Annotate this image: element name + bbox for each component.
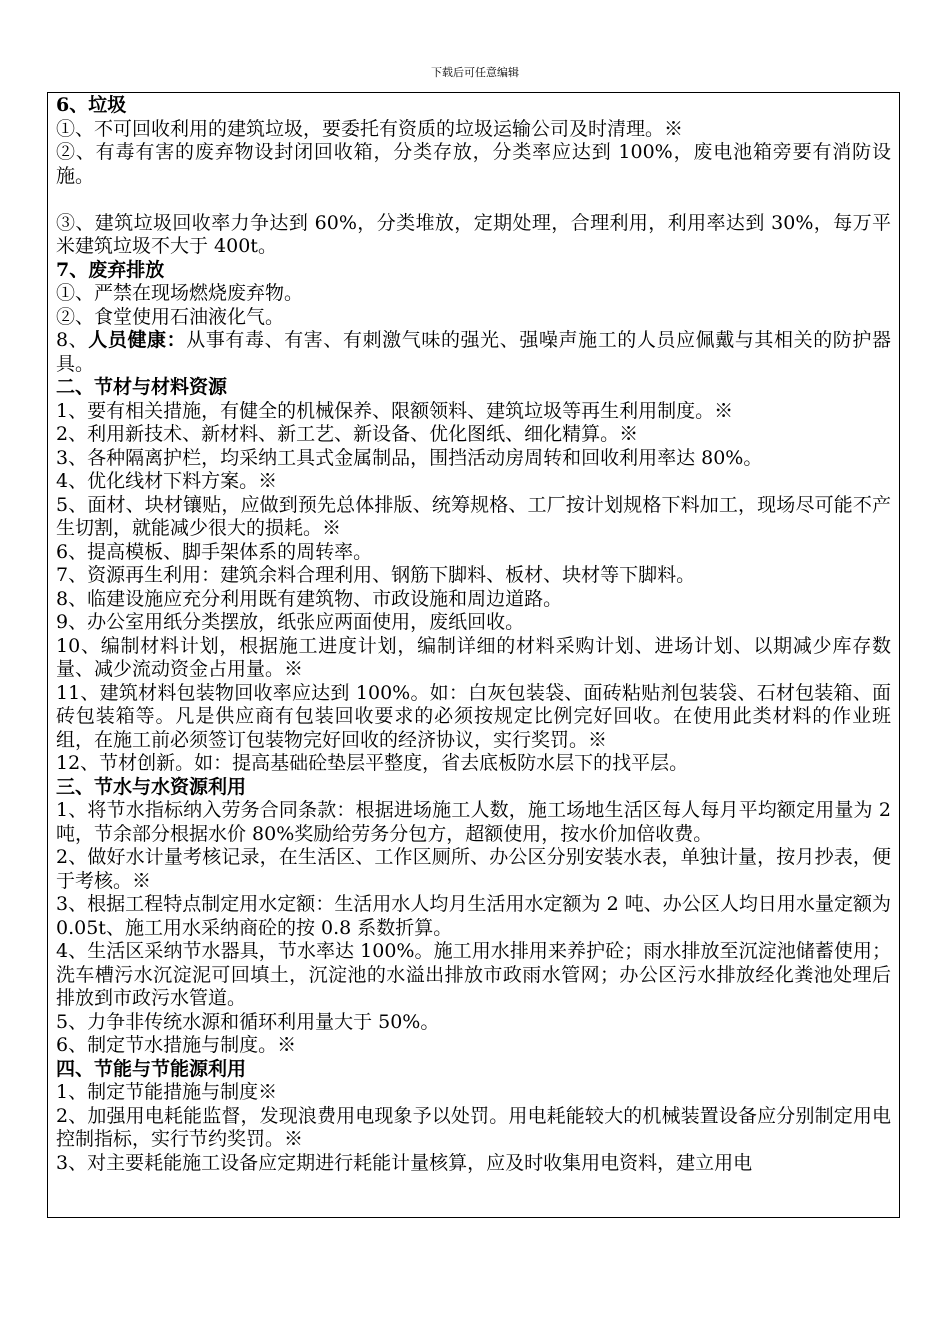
paragraph: 9、办公室用纸分类摆放，纸张应两面使用，废纸回收。 — [56, 611, 525, 633]
paragraph: 8、临建设施应充分利用既有建筑物、市政设施和周边道路。 — [56, 587, 563, 610]
paragraph: ①、不可回收利用的建筑垃圾，要委托有资质的垃圾运输公司及时清理。※ — [56, 117, 684, 140]
paragraph: 6、制定节水措施与制度。※ — [56, 1034, 297, 1056]
paragraph: ②、食堂使用石油液化气。 — [56, 305, 285, 328]
paragraph: ①、严禁在现场燃烧废弃物。 — [56, 282, 304, 304]
blank-line — [56, 188, 891, 212]
section-heading: 三、节水与水资源利用 — [56, 775, 247, 798]
document-table-cell — [47, 92, 900, 1218]
paragraph: 5、力争非传统水源和循环利用量大于 50%。 — [56, 1010, 440, 1033]
section-heading: 6、垃圾 — [56, 94, 127, 116]
paragraph: 3、对主要耗能施工设备应定期进行耗能计量核算，应及时收集用电资料，建立用电 — [56, 1151, 753, 1174]
paragraph: ③、建筑垃圾回收率力争达到 60%，分类堆放，定期处理，合理利用，利用率达到 30%，每万平米建筑垃圾不大于 400t。 — [56, 211, 891, 257]
paragraph: 10、编制材料计划，根据施工进度计划，编制详细的材料采购计划、进场计划、以期减少库存数量、减少流动资金占用量。※ — [56, 634, 891, 680]
paragraph: 3、各种隔离护栏，均采纳工具式金属制品，围挡活动房周转和回收利用率达 80%。 — [56, 446, 763, 469]
paragraph: 4、优化线材下料方案。※ — [56, 470, 278, 492]
paragraph: 1、将节水指标纳入劳务合同条款：根据进场施工人数，施工场地生活区每人每月平均额定用量为 2 吨，节余部分根据水价 80%奖励给劳务分包方，超额使用，按水价加倍收费。 — [56, 799, 891, 845]
paragraph: 1、要有相关措施，有健全的机械保养、限额领料、建筑垃圾等再生利用制度。※ — [56, 399, 734, 422]
paragraph: 2、做好水计量考核记录，在生活区、工作区厕所、办公区分别安装水表，单独计量，按月抄表，便于考核。※ — [56, 846, 891, 892]
section-heading: 二、节材与材料资源 — [56, 376, 228, 398]
paragraph-text: 从事有毒、有害、有刺激气味的强光、强噪声施工的人员应佩戴与其相关的防护器具。 — [56, 329, 891, 375]
paragraph-bold-term: 人员健康： — [88, 329, 187, 351]
page-header-note: 下载后可任意编辑 — [431, 66, 519, 79]
paragraph: 5、面材、块材镶贴，应做到预先总体排版、统筹规格、工厂按计划规格下料加工，现场尽可能不产生切割，就能减少很大的损耗。※ — [56, 493, 891, 539]
section-heading: 7、废弃排放 — [56, 258, 165, 281]
section-heading: 四、节能与节能源利用 — [56, 1057, 247, 1080]
paragraph: 3、根据工程特点制定用水定额：生活用水人均月生活用水定额为 2 吨、办公区人均日用水量定额为 0.05t、施工用水采纳商砼的按 0.8 系数折算。 — [56, 893, 891, 939]
paragraph: 2、利用新技术、新材料、新工艺、新设备、优化图纸、细化精算。※ — [56, 423, 639, 445]
paragraph: ②、有毒有害的废弃物设封闭回收箱，分类存放，分类率应达到 100%，废电池箱旁要有消防设施。 — [56, 141, 891, 187]
paragraph: 12、节材创新。如：提高基础砼垫层平整度，省去底板防水层下的找平层。 — [56, 752, 689, 774]
paragraph: 11、建筑材料包装物回收率应达到 100%。如：白灰包装袋、面砖粘贴剂包装袋、石材包装箱、面砖包装箱等。凡是供应商有包装回收要求的必须按规定比例完好回收。在使用此类材料的作业班组，在施工前必须签订包装物完好回收的经济协议，实行奖罚。※ — [56, 681, 891, 751]
paragraph: 1、制定节能措施与制度※ — [56, 1081, 278, 1103]
paragraph: 7、资源再生利用：建筑余料合理利用、钢筋下脚料、板材、块材等下脚料。 — [56, 564, 696, 586]
paragraph: 4、生活区采纳节水器具，节水率达 100%。施工用水排用来养护砼；雨水排放至沉淀池储蓄使用；洗车槽污水沉淀泥可回填土，沉淀池的水溢出排放市政雨水管网；办公区污水排放经化粪池处理后排放到市政污水管道。 — [56, 940, 891, 1009]
paragraph: 2、加强用电耗能监督，发现浪费用电现象予以处罚。用电耗能较大的机械装置设备应分别制定用电控制指标，实行节约奖罚。※ — [56, 1104, 891, 1150]
paragraph: 6、提高模板、脚手架体系的周转率。 — [56, 540, 373, 563]
paragraph — [56, 329, 891, 376]
paragraph-prefix: 8、 — [56, 329, 89, 351]
